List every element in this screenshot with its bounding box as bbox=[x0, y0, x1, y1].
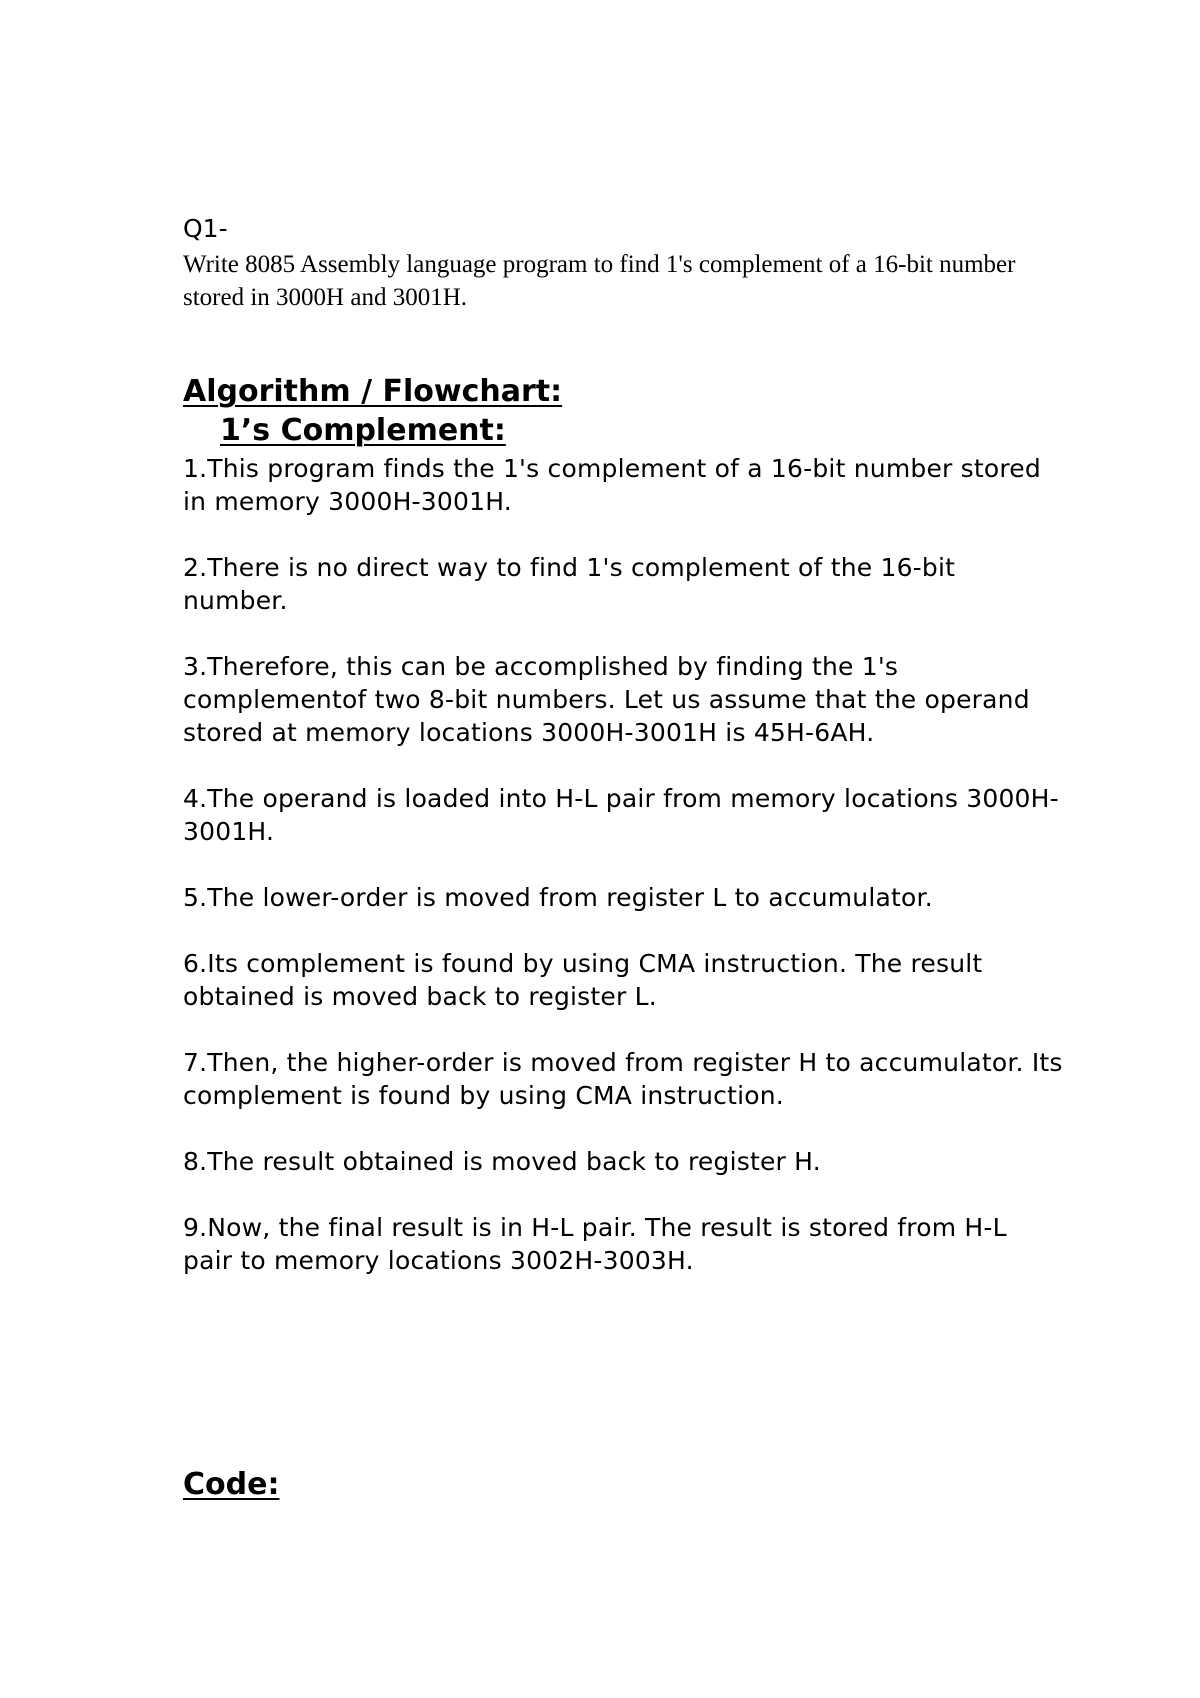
algorithm-step-9: 9.Now, the final result is in H-L pair. The result is stored from H-L pair to memory locations 3002H-3003H. bbox=[183, 1213, 1007, 1275]
algorithm-step-3: 3.Therefore, this can be accomplished by finding the 1's complementof two 8-bit numbers. Let us assume that the operand stored at memory locations 3000H-3001H is 45H-6AH. bbox=[183, 652, 1030, 747]
algorithm-step-4: 4.The operand is loaded into H-L pair from memory locations 3000H-3001H. bbox=[183, 784, 1059, 846]
complement-subheading: 1’s Complement: bbox=[220, 413, 506, 448]
algorithm-step-8: 8.The result obtained is moved back to register H. bbox=[183, 1147, 821, 1176]
algorithm-step-1: 1.This program finds the 1's complement of a 16-bit number stored in memory 3000H-3001H. bbox=[183, 454, 1041, 516]
algorithm-step-6: 6.Its complement is found by using CMA instruction. The result obtained is moved back to register L. bbox=[183, 949, 983, 1011]
algorithm-heading: Algorithm / Flowchart: bbox=[183, 374, 563, 409]
algorithm-steps bbox=[183, 452, 1063, 1310]
question-label: Q1- bbox=[183, 214, 228, 243]
algorithm-step-2: 2.There is no direct way to find 1's complement of the 16-bit number. bbox=[183, 553, 956, 615]
question-text: Write 8085 Assembly language program to find 1's complement of a 16-bit number stored in 3000H and 3001H. bbox=[183, 251, 1016, 311]
algorithm-step-7: 7.Then, the higher-order is moved from register H to accumulator. Its complement is found by using CMA instruction. bbox=[183, 1048, 1063, 1110]
code-heading: Code: bbox=[183, 1467, 280, 1502]
algorithm-step-5: 5.The lower-order is moved from register L to accumulator. bbox=[183, 883, 933, 912]
